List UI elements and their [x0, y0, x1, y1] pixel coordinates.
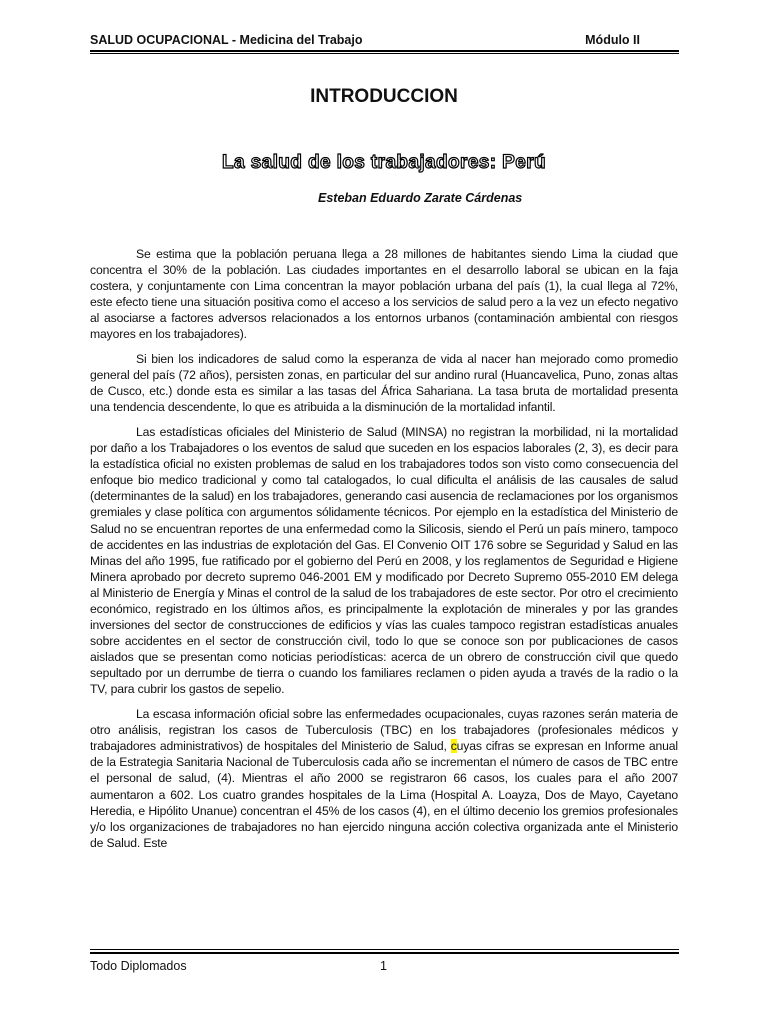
article-title: La salud de los trabajadores: Perú	[221, 152, 547, 173]
footer-rule	[90, 952, 679, 954]
section-title: INTRODUCCION	[310, 86, 458, 107]
footer-rule-thin	[90, 949, 679, 950]
header-module-label: Módulo II	[585, 33, 640, 47]
paragraph-4	[90, 706, 678, 851]
header-rule	[90, 50, 679, 52]
page-number: 1	[380, 959, 387, 973]
footer-publisher: Todo Diplomados	[90, 959, 187, 973]
header-rule-thin	[90, 53, 679, 54]
running-header	[90, 33, 678, 47]
header-course-title: SALUD OCUPACIONAL - Medicina del Trabajo	[90, 33, 363, 47]
paragraph-2: Si bien los indicadores de salud como la esperanza de vida al nacer han mejorado como promedio general del país (72 años), persisten zonas, en particular del sur andino rural (Huancavelica, Puno, zonas altas de Cusco, etc.) donde esta es similar a las tasas del África Sahariana. La tasa bruta de mortalidad presenta una tendencia descendente, lo que es atribuida a la disminución de la mortalidad infantil.	[90, 352, 678, 415]
body-text	[90, 246, 678, 859]
highlighted-text: c	[450, 739, 457, 754]
paragraph-4-text-end: uyas cifras se expresan en Informe anual de la Estrategia Sanitaria Nacional de Tuberculosis cada año se incrementan el número de casos de TBC entre el personal de salud, (4). Mientras el año 2000 se registraron 66 casos, los cuales para el año 2007 aumentaron a 602. Los cuatro grandes hospitales de la Lima (Hospital A. Loayza, Dos de Mayo, Cayetano Heredia, e Hipólito Unanue) concentran el 45% de los casos (4), en el último decenio los gremios profesionales y/o los organizaciones de trabajadores no han ejercido ninguna acción colectiva organizada ante el Ministerio de Salud. Este	[90, 739, 678, 850]
paragraph-4-text-start: La escasa información oficial sobre las enfermedades ocupacionales, cuyas razones serán materia de otro análisis, registran los casos de Tuberculosis (TBC) en los trabajadores (profesionales médicos y trabajadores administrativos) de hospitales del Ministerio de Salud,	[90, 707, 678, 754]
paragraph-1: Se estima que la población peruana llega a 28 millones de habitantes siendo Lima la ciudad que concentra el 30% de la población. Las ciudades importantes en el desarrollo laboral se ubican en la faja costera, y conjuntamente con Lima concentran la mayor población urbana del país (1), la cual llega al 72%, este efecto tiene una situación positiva como el acceso a los servicios de salud pero a la vez un efecto negativo al asociarse a factores adversos relacionados a los entornos urbanos (contaminación ambiental con riesgos mayores en los trabajadores).	[90, 247, 678, 342]
author-name: Esteban Eduardo Zarate Cárdenas	[318, 191, 523, 205]
paragraph-3: Las estadísticas oficiales del Ministerio de Salud (MINSA) no registran la morbilidad, ni la mortalidad por daño a los Trabajadores o los eventos de salud que suceden en los espacios laborales (2, 3), es decir para la estadística oficial no existen problemas de salud en los trabajadores todos son visto como consecuencia del enfoque bio medico tradicional y como tal catalogados, lo cual dificulta el análisis de las causales de salud (determinantes de la salud) en los trabajadores, generando casi ausencia de reclamaciones por los organismos gremiales y clase política con argumentos sólidamente técnicos. Por ejemplo en la estadística del Ministerio de Salud no se encuentran reportes de una enfermedad como la Silicosis, siendo el Perú un país minero, tampoco de accidentes en las industrias de explotación del Gas. El Convenio OIT 176 sobre se Seguridad y Salud en las Minas del año 1995, fue ratificado por el gobierno del Perú en 2008, y los reglamentos de Seguridad e Higiene Minera aprobado por decreto supremo 046-2001 EM y modificado por Decreto Supremo 055-2010 EM delega al Ministerio de Energía y Minas el control de la salud de los trabajadores de este sector. Por otro el crecimiento económico, registrado en los últimos años, es principalmente la explotación de minerales y por las grandes inversiones del sector de construcciones de edificios y vías las cuales tampoco registran estadísticas anuales sobre accidentes en el sector de construcción civil, todo lo que se conoce son por publicaciones de casos aislados que se presentan como noticias periodísticas: acerca de un obrero de construcción civil que quedo sepultado por un derrumbe de tierra o cuando los familiares reclamen o piden ayuda a través de la radio o la TV, para cubrir los gastos de sepelio.	[90, 424, 678, 697]
